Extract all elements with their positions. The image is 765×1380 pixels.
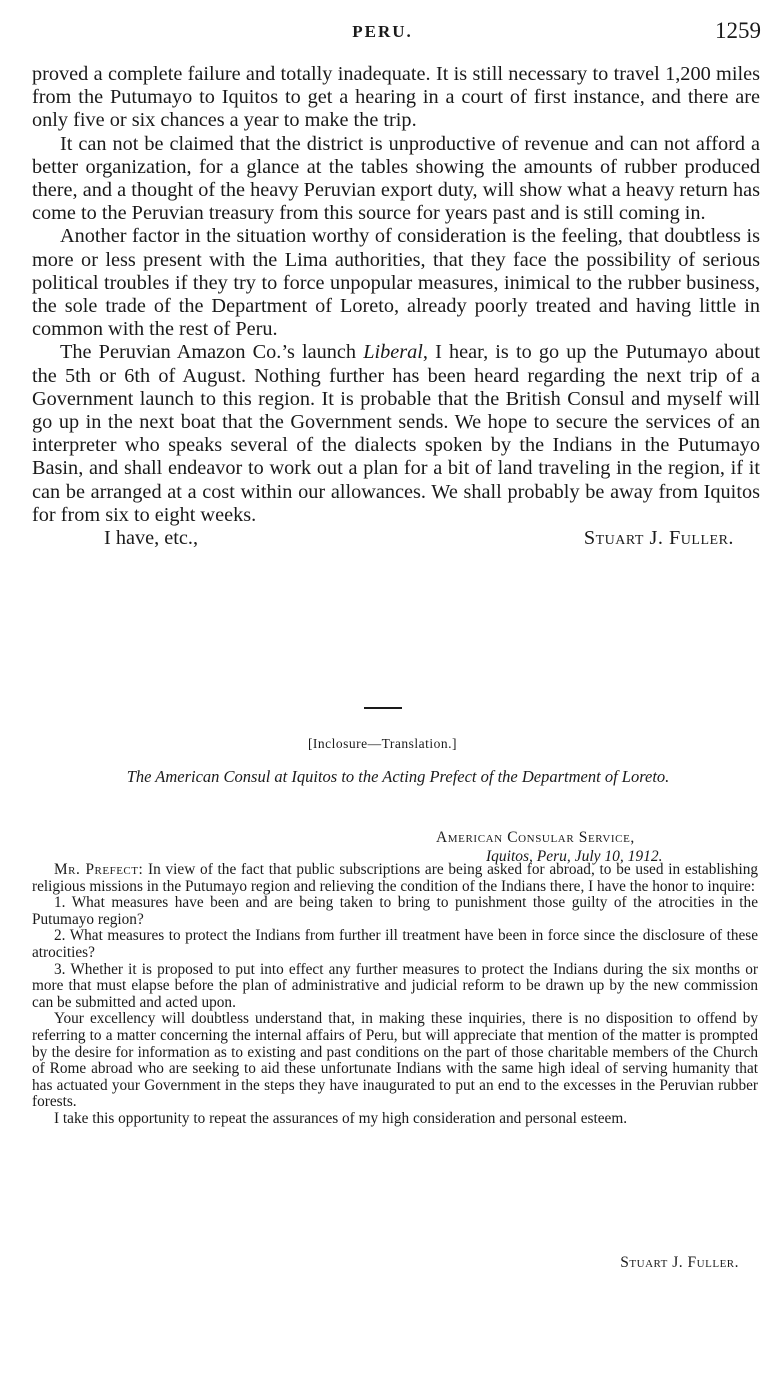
signature: Stuart J. Fuller. <box>583 527 734 550</box>
letter-closing <box>32 527 760 551</box>
paragraph: I take this opportunity to repeat the assurances of my high consideration and personal esteem. <box>54 1109 628 1127</box>
paragraph: 1. What measures have been and are being taken to bring to punishment those guilty of the atrocities in the Putumayo region? <box>32 894 758 928</box>
enclosure-body <box>32 862 758 1128</box>
place-and-date: Iquitos, Peru, July 10, 1912. <box>486 848 663 865</box>
running-head: PERU. <box>352 22 413 41</box>
salutation: Mr. Prefect: <box>54 861 144 878</box>
paragraph-text: , I hear, is to go up the Putumayo about the 5th or 6th of August. Nothing further has been heard regarding the next trip of a Government launch to this region. It is probable that the British Consul and myself will go up in the next boat that the Government sends. We hope to secure the services of an interpreter who speaks several of the dialects spoken by the Indians in the Putumayo Basin, and shall endeavor to work out a plan for a bit of land traveling in the region, if it can be arranged at a cost within our allowances. We shall probably be away from Iquitos for from six to eight weeks. <box>32 341 761 526</box>
page-header <box>0 18 765 50</box>
paragraph: Another factor in the situation worthy of consideration is the feeling, that doubtless is more or less present with the Lima authorities, that they face the possibility of serious political troubles if they try to force unpopular measures, inimical to the rubber business, the sole trade of the Department of Loreto, already poorly treated and having little in common with the rest of Peru. <box>32 225 760 341</box>
paragraph: It can not be claimed that the district is unproductive of revenue and can not afford a better organization, for a glance at the tables showing the amounts of rubber produced there, and a thought of the heavy Peruvian export duty, will show what a heavy return has come to the Peruvian treasury from this source for years past and is still coming in. <box>32 132 760 225</box>
section-divider <box>364 707 402 709</box>
paragraph: Your excellency will doubtless understand that, in making these inquiries, there is no disposition to offend by referring to a matter concerning the internal affairs of Peru, but will appreciate that mention of the matter is prompted by the desire for information as to existing and past conditions on the part of those charitable members of the Church of Rome abroad who are seeking to aid these unfortunate Indians with the same high ideal of serving humanity that has actuated your Government in the steps they have inaugurated to put an end to the excesses in the Peruvian rubber forests. <box>32 1010 758 1111</box>
enclosure-label: [Inclosure—Translation.] <box>307 736 458 751</box>
paragraph-text: In view of the fact that public subscriptions are being asked for abroad, to be used in establishing religious missions in the Putumayo region and relieving the condition of the Indians there, I have the honor to inquire: <box>32 861 758 895</box>
paragraph <box>32 341 760 527</box>
paragraph-text: The Peruvian Amazon Co.’s launch <box>60 341 364 364</box>
complimentary-close: I have, etc., <box>104 527 199 550</box>
paragraph: 3. Whether it is proposed to put into effect any further measures to protect the Indians during the six months or more that must elapse before the plan of administrative and judicial reform to be drawn up by the new commission can be submitted and acted upon. <box>32 960 758 1011</box>
paragraph: proved a complete failure and totally inadequate. It is still necessary to travel 1,200 miles from the Putumayo to Iquitos to get a hearing in a court of first instance, and there are only five or six chances a year to make the trip. <box>32 63 760 132</box>
ship-name: Liberal <box>363 341 423 364</box>
paragraph: 2. What measures to protect the Indians from further ill treatment have been in force since the disclosure of these atrocities? <box>32 927 758 961</box>
letter-body <box>32 63 760 551</box>
enclosure-title: The American Consul at Iquitos to the Acting Prefect of the Department of Loreto. <box>126 767 670 786</box>
paragraph <box>32 862 758 895</box>
signature: Stuart J. Fuller. <box>620 1254 739 1271</box>
sender-organization: American Consular Service, <box>436 829 635 846</box>
page-number: 1259 <box>715 18 761 43</box>
